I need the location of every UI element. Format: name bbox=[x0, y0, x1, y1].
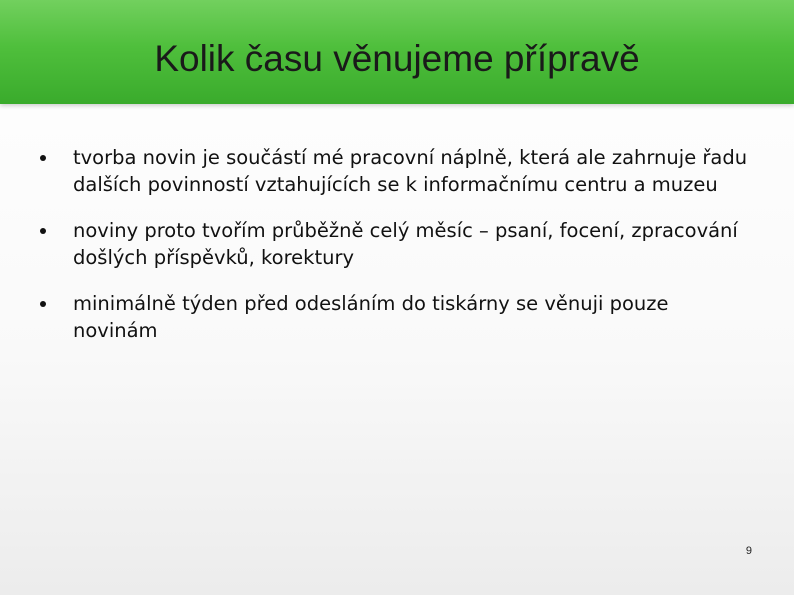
bullet-text: tvorba novin je součástí mé pracovní náplně, která ale zahrnuje řadu dalších povinností vztahujících se k informačnímu centru a muzeu bbox=[73, 146, 748, 196]
bullet-text: minimálně týden před odesláním do tiskárny se věnuji pouze novinám bbox=[73, 292, 669, 342]
bullet-item bbox=[36, 290, 756, 344]
bullet-dot-icon bbox=[40, 228, 46, 234]
bullet-item bbox=[36, 144, 756, 198]
bullet-list bbox=[36, 144, 756, 363]
bullet-dot-icon bbox=[40, 155, 46, 161]
page-number: 9 bbox=[745, 545, 752, 557]
bullet-text: noviny proto tvořím průběžně celý měsíc – psaní, focení, zpracování došlých příspěvků, korektury bbox=[73, 219, 738, 269]
bullet-item bbox=[36, 217, 756, 271]
title-bar bbox=[0, 0, 794, 104]
bullet-dot-icon bbox=[40, 301, 46, 307]
slide-title: Kolik času věnujeme přípravě bbox=[154, 38, 640, 79]
